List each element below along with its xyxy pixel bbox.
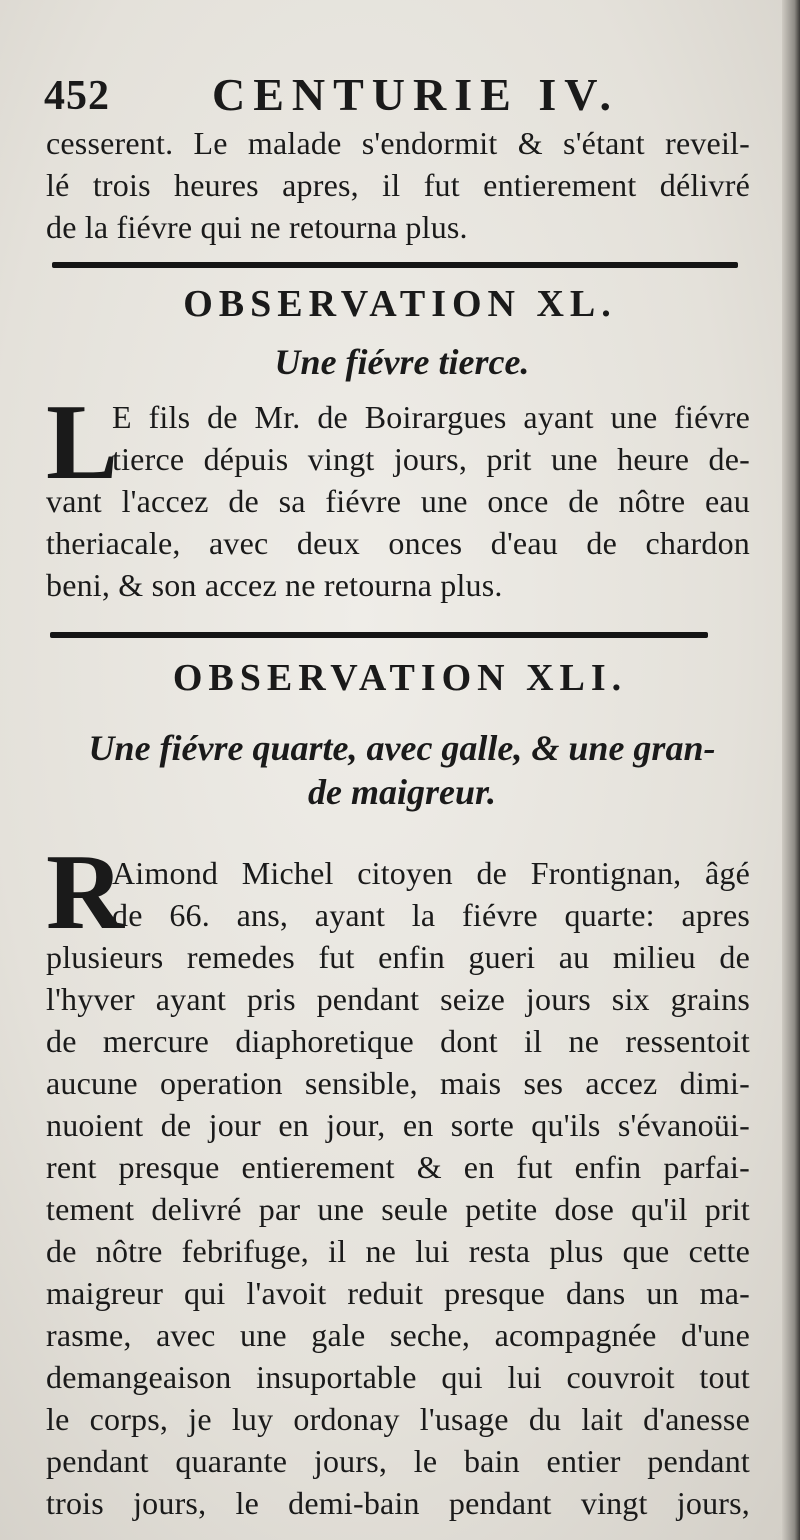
intro-paragraph bbox=[46, 122, 750, 248]
text-line: nuoient de jour en jour, en sorte qu'ils s'évanoüi- bbox=[46, 1107, 750, 1143]
text-line: lé trois heures apres, il fut entierement délivré bbox=[46, 167, 750, 203]
text-line: aucune operation sensible, mais ses accez dimi- bbox=[46, 1065, 750, 1101]
text-line: pendant quarante jours, le bain entier pendant bbox=[46, 1443, 750, 1479]
text-line: rent presque entierement & en fut enfin parfai- bbox=[46, 1149, 750, 1185]
text-line: vant l'accez de sa fiévre une once de nôtre eau bbox=[46, 483, 750, 519]
subtitle-line: de maigreur. bbox=[307, 772, 496, 812]
running-title: CENTURIE IV. bbox=[212, 69, 620, 120]
text-line: de nôtre febrifuge, il ne lui resta plus que cette bbox=[46, 1233, 750, 1269]
drop-cap-letter: L bbox=[46, 383, 119, 502]
text-line: cesserent. Le malade s'endormit & s'étant reveil- bbox=[46, 125, 750, 161]
text-line: Aimond Michel citoyen de Frontignan, âgé bbox=[112, 855, 750, 891]
text-line: tierce dépuis vingt jours, prit une heure de- bbox=[112, 441, 750, 477]
observation-title: OBSERVATION XLI. bbox=[172, 657, 628, 699]
text-line: tement delivré par une seule petite dose qu'il prit bbox=[46, 1191, 750, 1227]
text-line: trois jours, le demi-bain pendant vingt jours, bbox=[46, 1485, 750, 1521]
text-line: maigreur qui l'avoit reduit presque dans un ma- bbox=[46, 1275, 750, 1311]
observation-41-paragraph bbox=[46, 852, 750, 1524]
text-line: theriacale, avec deux onces d'eau de chardon bbox=[46, 525, 750, 561]
observation-subtitle bbox=[44, 726, 760, 814]
observation-title: OBSERVATION XL. bbox=[183, 283, 617, 325]
text-line: le corps, je luy ordonay l'usage du lait d'anesse bbox=[46, 1401, 750, 1437]
section-divider bbox=[52, 262, 738, 268]
text-line: de 66. ans, ayant la fiévre quarte: apres bbox=[112, 897, 750, 933]
observation-subtitle: Une fiévre tierce. bbox=[274, 342, 530, 382]
text-line: beni, & son accez ne retourna plus. bbox=[46, 567, 503, 603]
subtitle-line: Une fiévre quarte, avec galle, & une gran- bbox=[88, 728, 716, 768]
text-line: rasme, avec une gale seche, acompagnée d'une bbox=[46, 1317, 750, 1353]
page-header bbox=[44, 68, 764, 118]
page-spine-shadow bbox=[782, 0, 800, 1540]
text-line: de mercure diaphoretique dont il ne ressentoit bbox=[46, 1023, 750, 1059]
drop-cap-letter: R bbox=[46, 833, 124, 952]
text-line: de la fiévre qui ne retourna plus. bbox=[46, 209, 468, 245]
text-line: l'hyver ayant pris pendant seize jours six grains bbox=[46, 981, 750, 1017]
section-divider bbox=[50, 632, 708, 638]
observation-40-paragraph bbox=[46, 383, 750, 606]
text-line: E fils de Mr. de Boirargues ayant une fiévre bbox=[112, 399, 750, 435]
text-line: plusieurs remedes fut enfin gueri au milieu de bbox=[46, 939, 750, 975]
page-number: 452 bbox=[44, 73, 110, 119]
text-line: demangeaison insuportable qui lui couvroit tout bbox=[46, 1359, 750, 1395]
